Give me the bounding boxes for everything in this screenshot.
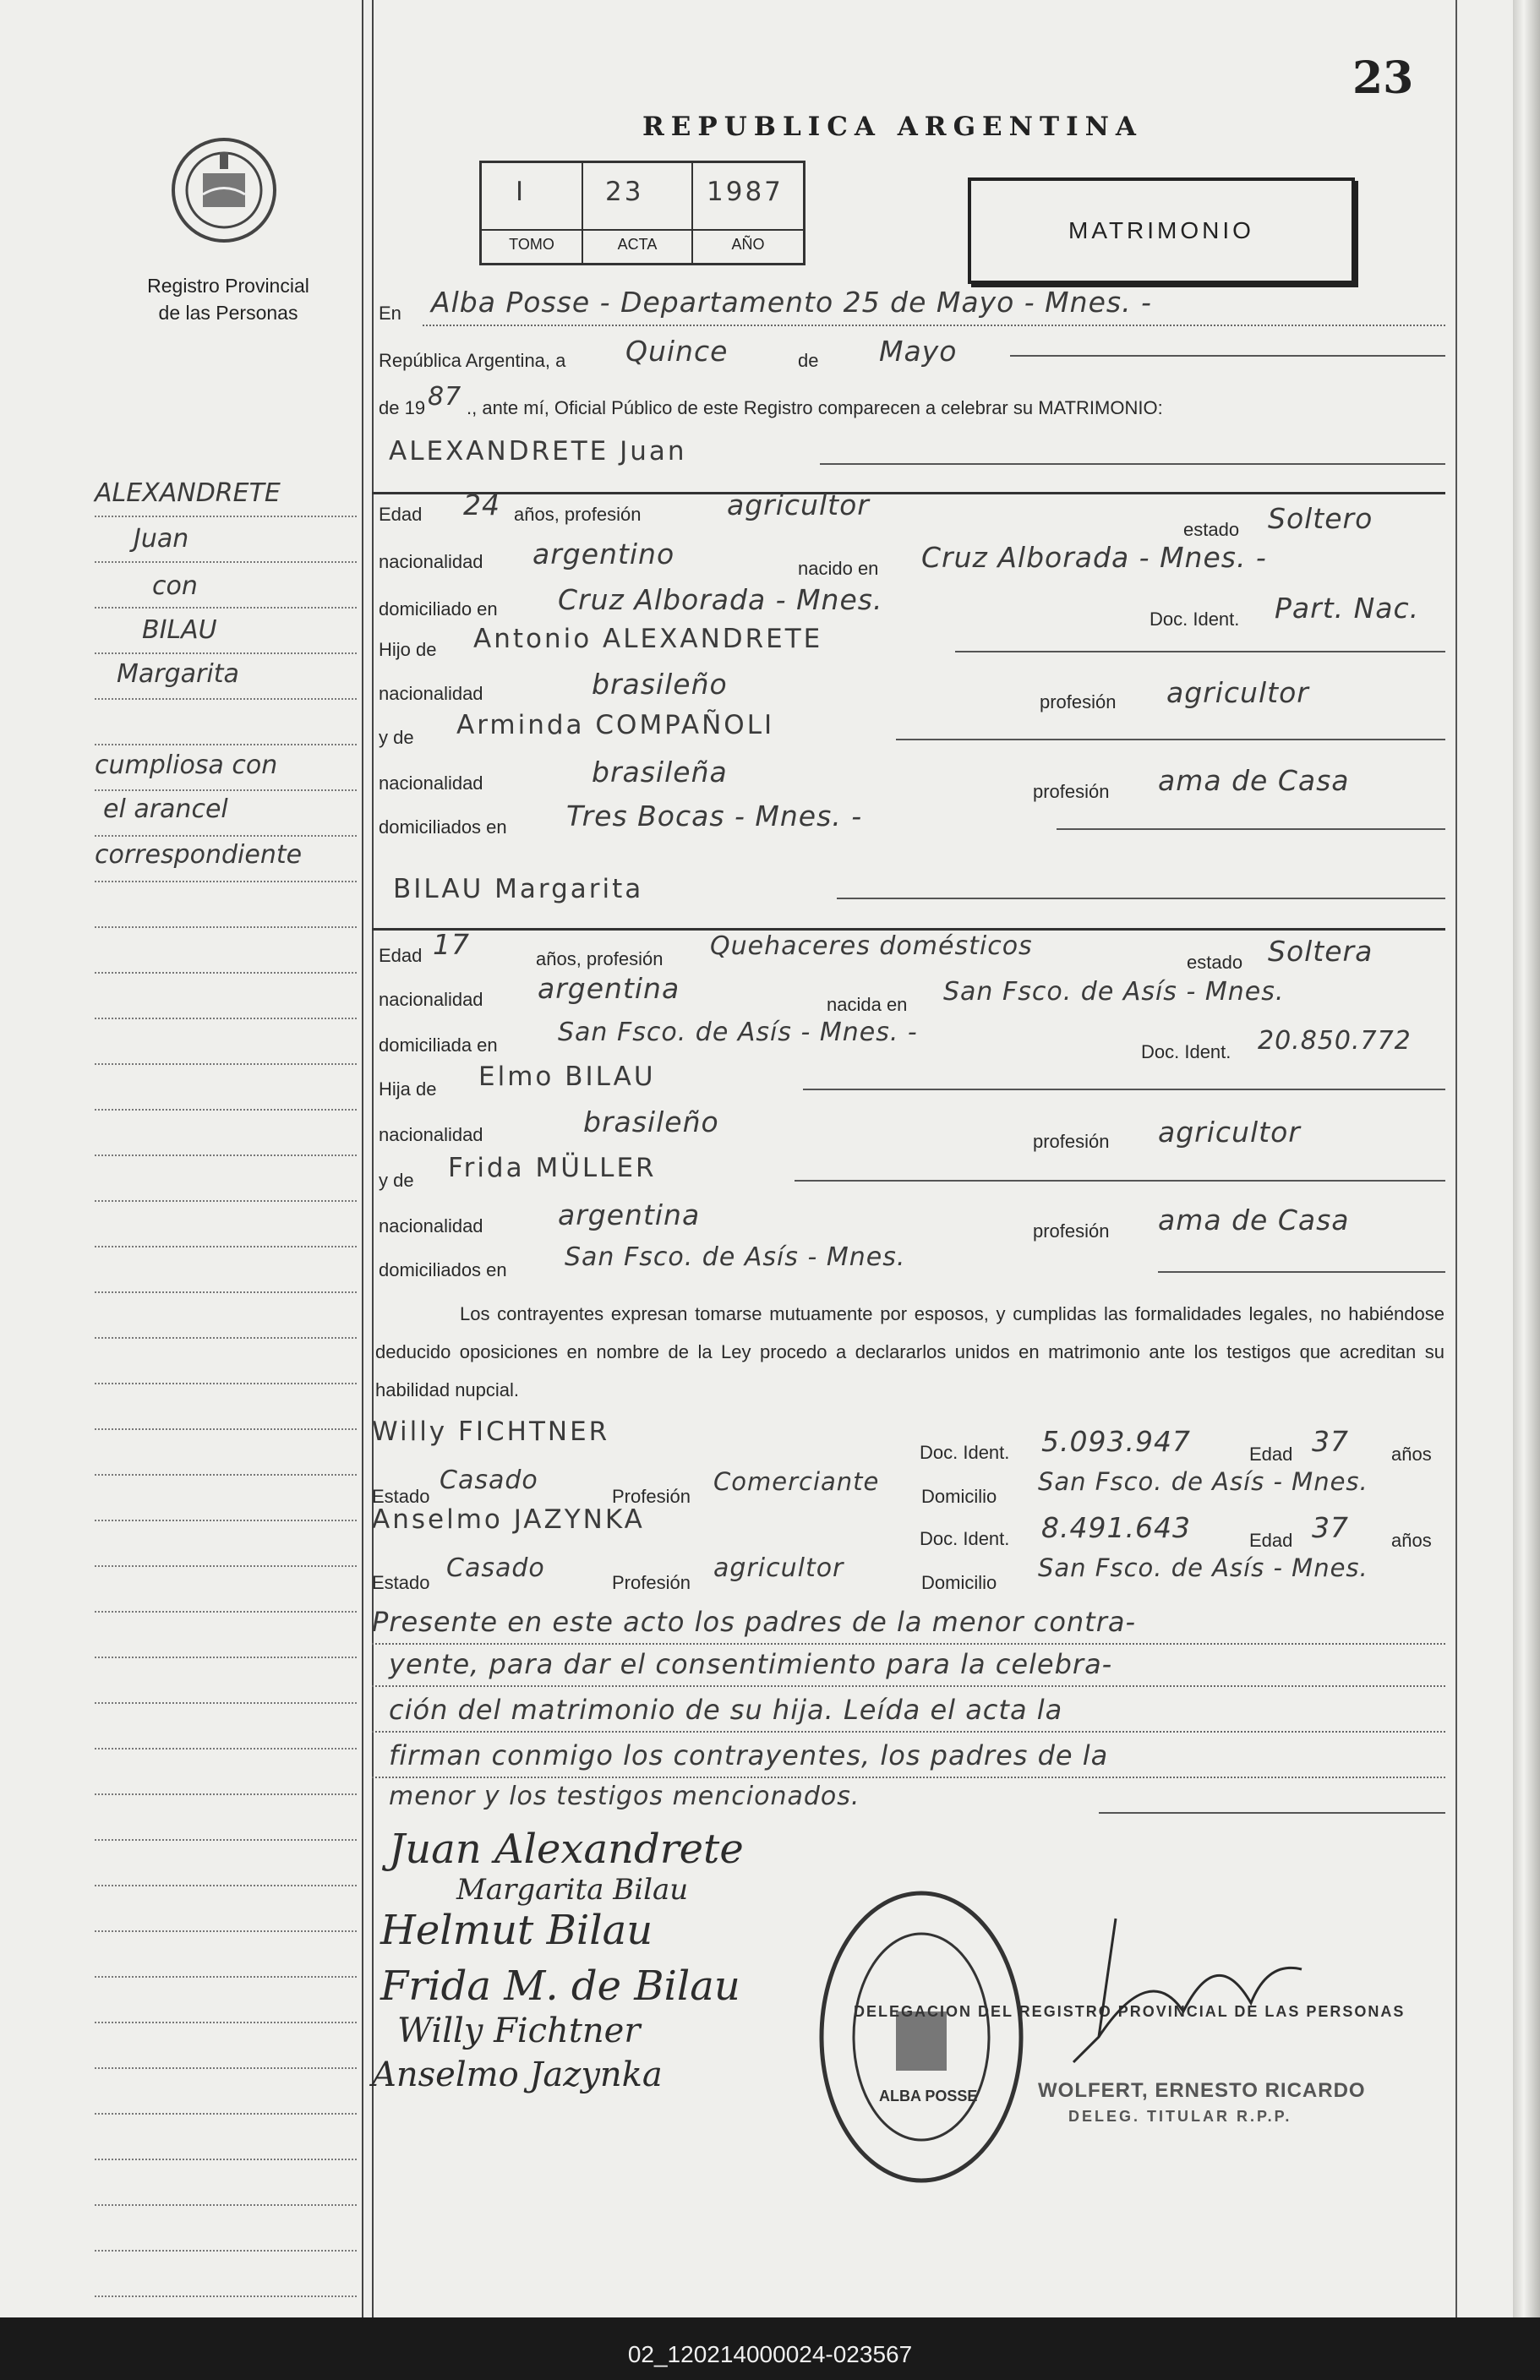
bride-doc: 20.850.772	[1258, 1026, 1412, 1056]
margin-rule-right	[372, 0, 374, 2317]
witness1-name: Willy FICHTNER	[372, 1417, 610, 1447]
margin-rule-line	[95, 1930, 357, 1932]
margin-rule-line	[95, 881, 357, 882]
bride-father-profession: agricultor	[1158, 1116, 1301, 1149]
margin-rule-line	[95, 2250, 357, 2252]
witness2-status: Casado	[446, 1553, 545, 1583]
margin-rule-line	[95, 1976, 357, 1978]
right-rule	[1455, 0, 1457, 2317]
witness1-age: 37	[1312, 1425, 1349, 1458]
tomo-value: I	[516, 177, 527, 207]
margin-rule-line	[95, 1383, 357, 1384]
groom-profession: agricultor	[727, 489, 870, 521]
intro-month: Mayo	[879, 335, 958, 368]
ano-label: AÑO	[693, 229, 803, 254]
groom-mother: Arminda COMPAÑOLI	[456, 710, 775, 740]
de-label: de	[798, 350, 819, 371]
margin-rule-line	[95, 789, 357, 791]
margin-rule-line	[95, 607, 357, 609]
tomo-label: TOMO	[482, 229, 582, 254]
signature-bride-father: Helmut Bilau	[380, 1907, 653, 1954]
groom-nationality: argentino	[532, 538, 675, 570]
groom-mother-nationality: brasileña	[592, 756, 728, 789]
bride-father-nationality: brasileño	[583, 1105, 719, 1138]
margin-rule-line	[95, 2067, 357, 2069]
witness1-status: Casado	[440, 1466, 538, 1495]
bride-age: 17	[433, 928, 470, 961]
groom-mother-profession: ama de Casa	[1158, 764, 1350, 797]
remarks-line-4: firman conmigo los contrayentes, los padres de la	[389, 1739, 1109, 1771]
margin-rule-line	[95, 1291, 357, 1293]
margin-rule-line	[95, 926, 357, 928]
bride-mother: Frida MÜLLER	[448, 1153, 657, 1183]
margin-rule-line	[95, 1155, 357, 1156]
de19-label: de 19	[379, 397, 426, 418]
margin-rule-line	[95, 2113, 357, 2115]
margin-rule-line	[95, 1793, 357, 1795]
witness2-profession: agricultor	[713, 1553, 844, 1583]
margin-rule-line	[95, 972, 357, 974]
margin-rule-line	[95, 744, 357, 745]
margin-rule-line	[95, 1337, 357, 1339]
margin-rule-line	[95, 1657, 357, 1658]
provincial-seal-icon	[169, 135, 279, 245]
groom-father-nationality: brasileño	[592, 668, 728, 701]
remarks-line-1: Presente en este acto los padres de la menor contra-	[372, 1606, 1137, 1638]
margin-rule-line	[95, 1748, 357, 1750]
groom-parents-address: Tres Bocas - Mnes. -	[566, 800, 863, 832]
groom-status: Soltero	[1268, 502, 1373, 535]
bride-mother-nationality: argentina	[558, 1198, 701, 1231]
signature-bride-mother: Frida M. de Bilau	[380, 1962, 740, 2010]
bride-name: BILAU Margarita	[393, 874, 644, 904]
witness1-address: San Fsco. de Asís - Mnes.	[1038, 1467, 1368, 1496]
image-id-footer: 02_120214000024-023567	[627, 2341, 913, 2367]
signature-bride: Margarita Bilau	[456, 1873, 689, 1907]
margin-note-5: Margarita	[117, 659, 239, 689]
groom-address: Cruz Alborada - Mnes.	[558, 583, 883, 616]
margin-note-8: correspondiente	[95, 840, 303, 870]
groom-father: Antonio ALEXANDRETE	[473, 624, 823, 654]
margin-note-2: Juan	[134, 524, 189, 554]
witness2-doc: 8.491.643	[1041, 1511, 1191, 1544]
margin-rule-line	[95, 2204, 357, 2206]
bride-status: Soltera	[1268, 935, 1373, 968]
margin-note-1: ALEXANDRETE	[95, 478, 281, 508]
republica-label: República Argentina, a	[379, 350, 566, 371]
margin-note-7: el arancel	[103, 794, 228, 824]
margin-rule-line	[95, 1565, 357, 1567]
officer-name: WOLFERT, ERNESTO RICARDO	[1038, 2079, 1366, 2102]
margin-rule-line	[95, 1474, 357, 1476]
groom-doc: Part. Nac.	[1275, 592, 1420, 625]
margin-note-6: cumpliosa con	[95, 751, 278, 780]
remarks-line-2: yente, para dar el consentimiento para la celebra-	[389, 1648, 1113, 1680]
page-edge	[1513, 0, 1540, 2317]
stamp-center-text: ALBA POSSE	[879, 2088, 978, 2104]
margin-rule-line	[95, 1109, 357, 1111]
reference-box	[479, 161, 805, 265]
margin-rule-line	[95, 698, 357, 700]
ano-value: 1987	[707, 177, 784, 207]
bride-mother-profession: ama de Casa	[1158, 1204, 1350, 1236]
margin-rule-line	[95, 2022, 357, 2023]
doc-type-box: MATRIMONIO	[968, 177, 1355, 284]
margin-rule-line	[95, 2295, 357, 2297]
margin-rule-line	[95, 1520, 357, 1521]
groom-birthplace: Cruz Alborada - Mnes. -	[921, 541, 1267, 574]
intro-place: Alba Posse - Departamento 25 de Mayo - Mnes. -	[431, 286, 1152, 319]
margin-rule-line	[95, 1246, 357, 1247]
margin-rule-line	[95, 1702, 357, 1704]
bride-parents-address: San Fsco. de Asís - Mnes.	[565, 1242, 906, 1272]
margin-rule-line	[95, 1885, 357, 1886]
bride-address: San Fsco. de Asís - Mnes. -	[558, 1018, 918, 1047]
groom-father-profession: agricultor	[1166, 676, 1309, 709]
margin-note-3: con	[152, 571, 198, 601]
country-title: REPUBLICA ARGENTINA	[642, 112, 1143, 142]
witness2-age: 37	[1312, 1511, 1349, 1544]
witness2-address: San Fsco. de Asís - Mnes.	[1038, 1553, 1368, 1582]
remarks-line-3: ción del matrimonio de su hija. Leída el acta la	[389, 1694, 1063, 1726]
signature-witness2: Anselmo Jazynka	[372, 2055, 663, 2094]
intro-text: ., ante mí, Oficial Público de este Registro comparecen a celebrar su MATRIMONIO:	[467, 397, 1163, 418]
declaration-text: Los contrayentes expresan tomarse mutuamente por esposos, y cumplidas las formalidades legales, no habiéndose deducido oposiciones en nombre de la Ley procedo a declararlos unidos en matrimonio ante los testigos que acreditan su habilidad nupcial.	[375, 1303, 1444, 1400]
signature-groom: Juan Alexandrete	[389, 1826, 744, 1873]
witness1-profession: Comerciante	[713, 1467, 880, 1496]
margin-note-4: BILAU	[142, 615, 217, 645]
margin-rule-line	[95, 1839, 357, 1841]
witness2-name: Anselmo JAZYNKA	[372, 1504, 645, 1535]
margin-rule-left	[362, 0, 363, 2317]
remarks-line-5: menor y los testigos mencionados.	[389, 1782, 860, 1811]
margin-rule-line	[95, 2159, 357, 2160]
officer-title: DELEG. TITULAR R.P.P.	[1068, 2108, 1292, 2125]
bride-father: Elmo BILAU	[478, 1062, 656, 1092]
margin-rule-line	[95, 835, 357, 837]
margin-rule-line	[95, 1063, 357, 1065]
acta-value: 23	[605, 177, 644, 207]
margin-rule-line	[95, 652, 357, 654]
page-number: 23	[1352, 52, 1414, 104]
stamp-ring-text: DELEGACION DEL REGISTRO PROVINCIAL DE LAS PERSONAS	[854, 2003, 1406, 2020]
intro-day: Quince	[625, 335, 729, 368]
officer-signature	[1048, 1910, 1335, 2079]
margin-rule-line	[95, 516, 357, 517]
margin-rule-line	[95, 561, 357, 563]
margin-rule-line	[95, 1018, 357, 1019]
groom-age: 24	[463, 489, 500, 521]
official-stamp	[811, 1885, 1031, 2189]
registry-label: Registro Provincial de las Personas	[147, 275, 309, 324]
signature-witness1: Willy Fichtner	[397, 2012, 641, 2050]
bride-nationality: argentina	[538, 972, 680, 1005]
acta-label: ACTA	[583, 229, 691, 254]
en-label: En	[379, 303, 401, 324]
margin-rule-line	[95, 1611, 357, 1613]
intro-year: 87	[428, 382, 462, 412]
bride-profession: Quehaceres domésticos	[710, 931, 1033, 961]
margin-rule-line	[95, 1200, 357, 1202]
groom-name: ALEXANDRETE Juan	[389, 436, 687, 467]
witness1-doc: 5.093.947	[1041, 1425, 1191, 1458]
bride-birthplace: San Fsco. de Asís - Mnes.	[943, 977, 1285, 1007]
margin-rule-line	[95, 1428, 357, 1430]
